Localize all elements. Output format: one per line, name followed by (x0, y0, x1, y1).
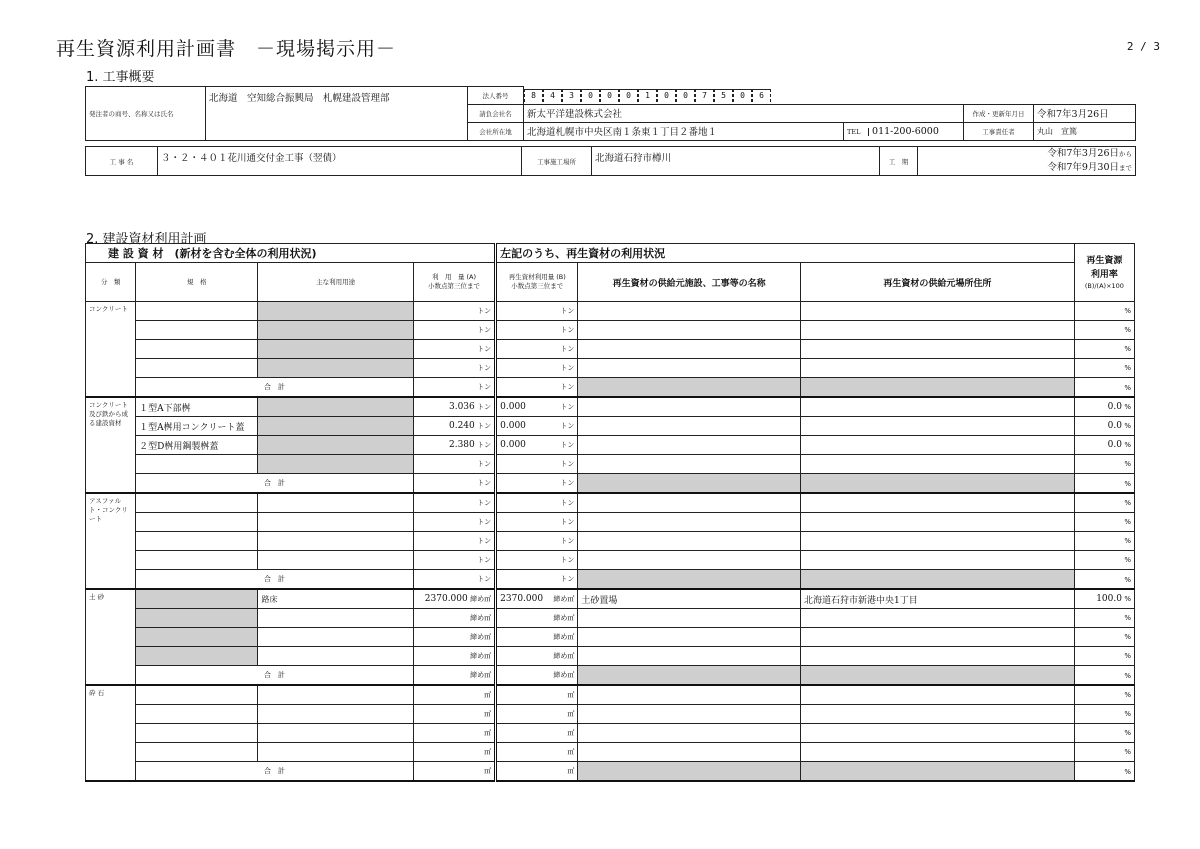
corp-no-digit: 3 (562, 89, 581, 102)
unit-a: トン (477, 403, 492, 411)
plan-row (86, 436, 1135, 455)
unit-a: トン (477, 364, 492, 372)
use-cell (258, 436, 413, 455)
source-addr-cell (800, 359, 1074, 378)
corp-no-digit: 0 (657, 89, 676, 102)
rate-value: 0.0 (1107, 402, 1122, 412)
spec-cell (136, 609, 258, 628)
unit-b: 締め㎥ (553, 633, 575, 641)
corp-no-digit: 1 (638, 89, 657, 102)
corp-no-digits (524, 89, 1136, 101)
unit-a: トン (477, 460, 492, 468)
col-use: 主な利用用途 (258, 263, 413, 302)
source-cell (578, 532, 801, 551)
spec-cell (136, 724, 258, 743)
source-addr-cell (800, 532, 1074, 551)
pct-unit: % (1124, 345, 1131, 353)
source-addr-cell (800, 743, 1074, 762)
spec-cell (136, 589, 258, 609)
section-1-heading: 1. 工事概要 (86, 70, 155, 85)
unit-a: トン (477, 518, 492, 526)
unit-a: ㎥ (484, 748, 492, 756)
unit-b: トン (560, 403, 575, 411)
amount-a: 3.036 (448, 402, 475, 412)
corp-no-digit: 0 (676, 89, 695, 102)
corp-no-digit: 0 (600, 89, 619, 102)
plan-row (86, 359, 1135, 378)
amount-b: 2370.000 (500, 594, 544, 604)
source-addr-cell (800, 417, 1074, 436)
pct-unit: % (1124, 767, 1131, 776)
subtotal-source-gray (578, 474, 801, 494)
subtotal-row (86, 666, 1135, 686)
unit-b: トン (560, 383, 575, 391)
period-label: 工 期 (880, 147, 918, 176)
use-cell (258, 647, 413, 666)
source-addr-cell (800, 397, 1074, 417)
plan-row (86, 397, 1135, 417)
source-cell (578, 436, 801, 455)
category-label: 砕 石 (86, 685, 136, 781)
use-cell (258, 417, 413, 436)
plan-row (86, 743, 1135, 762)
spec-cell (136, 705, 258, 724)
subtotal-source-gray (578, 666, 801, 686)
plan-row (86, 340, 1135, 359)
spec-cell (136, 685, 258, 705)
pct-unit: % (1124, 652, 1131, 660)
work-table (85, 146, 1136, 176)
pct-unit: % (1124, 748, 1131, 756)
source-cell (578, 647, 801, 666)
created-label: 作成・更新年月日 (964, 104, 1034, 122)
subtotal-row (86, 570, 1135, 590)
spec-cell (136, 628, 258, 647)
created-value: 令和7年3月26日 (1034, 104, 1136, 122)
period-to: 令和7年9月30日 (1047, 162, 1119, 173)
col-source: 再生資材の供給元施設、工事等の名称 (578, 263, 801, 302)
source-cell (578, 340, 801, 359)
subtotal-addr-gray (800, 474, 1074, 494)
spec-cell (136, 321, 258, 340)
subtotal-row (86, 762, 1135, 782)
group-right-header: 左記のうち、再生資材の利用状況 (496, 244, 1075, 263)
subtotal-label: 合 計 (136, 666, 414, 686)
spec-cell: ２型D桝用鋼製桝蓋 (136, 436, 258, 455)
manager-value: 丸山 宣篤 (1034, 122, 1136, 140)
source-addr-cell (800, 628, 1074, 647)
unit-a: ㎥ (484, 729, 492, 737)
pct-unit: % (1124, 364, 1131, 372)
subtotal-label: 合 計 (136, 378, 414, 398)
unit-b: トン (560, 537, 575, 545)
corp-no-digit: 7 (695, 89, 714, 102)
source-addr-cell (800, 493, 1074, 513)
source-addr-cell (800, 513, 1074, 532)
unit-b: トン (560, 441, 575, 449)
tel-value: 011-200-6000 (872, 125, 939, 137)
tel-label: TEL (844, 128, 869, 136)
use-cell: 路床 (258, 589, 413, 609)
source-cell (578, 705, 801, 724)
corp-no-digit: 0 (581, 89, 600, 102)
source-cell (578, 551, 801, 570)
pct-unit: % (1124, 671, 1131, 680)
pct-unit: % (1124, 710, 1131, 718)
pct-unit: % (1124, 691, 1131, 699)
unit-b: トン (560, 345, 575, 353)
plan-table (85, 243, 1135, 782)
rate-value: 0.0 (1107, 440, 1122, 450)
source-addr-cell (800, 551, 1074, 570)
period-from: 令和7年3月26日 (1047, 148, 1119, 159)
contractor-value: 新太平洋建設株式会社 (524, 104, 964, 122)
address-value: 北海道札幌市中央区南１条東１丁目２番地１ (524, 122, 844, 140)
use-cell (258, 321, 413, 340)
col-amount-a-sub: 小数点第三位まで (428, 282, 480, 290)
category-label: 土 砂 (86, 589, 136, 685)
plan-row (86, 417, 1135, 436)
group-left-header: 建 設 資 材 (新材を含む全体の利用状況) (86, 244, 496, 263)
pct-unit: % (1124, 595, 1131, 603)
use-cell (258, 551, 413, 570)
use-cell (258, 493, 413, 513)
contractor-label: 請負会社名 (468, 104, 524, 122)
category-label: アスファルト・コンクリート (86, 493, 136, 589)
subtotal-row (86, 474, 1135, 494)
unit-a: トン (477, 556, 492, 564)
col-amount-b-sub: 小数点第三位まで (511, 282, 564, 290)
use-cell (258, 532, 413, 551)
subtotal-label: 合 計 (136, 474, 414, 494)
source-addr-cell (800, 321, 1074, 340)
source-addr-cell: 北海道石狩市新港中央1丁目 (800, 589, 1074, 609)
rate-sub: (B)/(A)×100 (1084, 282, 1124, 290)
unit-a: 締め㎥ (470, 595, 492, 603)
spec-cell (136, 513, 258, 532)
col-source-addr: 再生資材の供給元場所住所 (800, 263, 1074, 302)
use-cell (258, 705, 413, 724)
source-cell (578, 685, 801, 705)
unit-b: ㎥ (567, 729, 575, 737)
spec-cell: １型A下部桝 (136, 397, 258, 417)
source-addr-cell (800, 302, 1074, 321)
pct-unit: % (1124, 556, 1131, 564)
spec-cell (136, 302, 258, 321)
section-2-heading: 2. 建設資材利用計画 (86, 232, 207, 247)
subtotal-addr-gray (800, 570, 1074, 590)
unit-b: トン (560, 364, 575, 372)
unit-b: トン (560, 422, 575, 430)
unit-a: トン (477, 326, 492, 334)
unit-b: ㎥ (567, 748, 575, 756)
orderer-label: 発注者の商号、名称又は氏名 (86, 87, 206, 141)
plan-row (86, 302, 1135, 321)
source-cell (578, 359, 801, 378)
unit-b: トン (560, 575, 575, 583)
subtotal-source-gray (578, 378, 801, 398)
spec-cell (136, 359, 258, 378)
spec-cell (136, 647, 258, 666)
category-label: コンクリート及び鉄から成る建設資材 (86, 397, 136, 493)
category-label: コンクリート (86, 302, 136, 398)
pct-unit: % (1124, 499, 1131, 507)
amount-b: 0.000 (500, 440, 526, 450)
page-title: 再生資源利用計画書 －現場掲示用－ (56, 38, 397, 60)
subtotal-addr-gray (800, 378, 1074, 398)
period-to-suffix: まで (1119, 164, 1132, 172)
subtotal-row (86, 378, 1135, 398)
site-value: 北海道石狩市樽川 (592, 147, 880, 176)
unit-a: トン (477, 422, 492, 430)
rate-title-2: 利用率 (1090, 270, 1118, 280)
unit-a: ㎥ (484, 767, 492, 775)
pct-unit: % (1124, 460, 1131, 468)
source-cell (578, 609, 801, 628)
use-cell (258, 340, 413, 359)
source-cell (578, 321, 801, 340)
rate-value: 0.0 (1107, 421, 1122, 431)
amount-a: 0.240 (448, 421, 475, 431)
plan-row (86, 647, 1135, 666)
pct-unit: % (1124, 422, 1131, 430)
unit-b: 締め㎥ (553, 595, 575, 603)
use-cell (258, 724, 413, 743)
corp-no-digit: 0 (733, 89, 752, 102)
unit-a: トン (477, 383, 492, 391)
subtotal-source-gray (578, 762, 801, 782)
source-addr-cell (800, 705, 1074, 724)
spec-cell (136, 455, 258, 474)
unit-b: ㎥ (567, 691, 575, 699)
use-cell (258, 743, 413, 762)
use-cell (258, 685, 413, 705)
spec-cell (136, 493, 258, 513)
work-name-value: ３・２・４０１花川通交付金工事（翌債） (158, 147, 522, 176)
work-name-label: 工 事 名 (86, 147, 158, 176)
page-number: 2 / 3 (1126, 40, 1160, 53)
corp-no-digit: 6 (752, 89, 771, 102)
unit-b: トン (560, 518, 575, 526)
plan-row (86, 321, 1135, 340)
source-cell (578, 724, 801, 743)
unit-a: トン (477, 307, 492, 315)
manager-label: 工事責任者 (964, 122, 1034, 140)
overview-table (85, 86, 1136, 141)
unit-a: ㎥ (484, 710, 492, 718)
rate-value: 100.0 (1096, 594, 1122, 604)
unit-a: 締め㎥ (470, 614, 492, 622)
plan-row (86, 551, 1135, 570)
spec-cell (136, 532, 258, 551)
unit-b: トン (560, 499, 575, 507)
spec-cell (136, 340, 258, 359)
unit-a: ㎥ (484, 691, 492, 699)
plan-row (86, 455, 1135, 474)
amount-a: 2370.000 (424, 594, 468, 604)
unit-a: トン (477, 575, 492, 583)
pct-unit: % (1124, 441, 1131, 449)
source-addr-cell (800, 724, 1074, 743)
pct-unit: % (1124, 307, 1131, 315)
rate-title-1: 再生資源 (1086, 256, 1123, 266)
use-cell (258, 513, 413, 532)
unit-a: トン (477, 537, 492, 545)
subtotal-source-gray (578, 570, 801, 590)
source-addr-cell (800, 340, 1074, 359)
use-cell (258, 628, 413, 647)
unit-a: トン (477, 499, 492, 507)
pct-unit: % (1124, 633, 1131, 641)
use-cell (258, 302, 413, 321)
unit-b: トン (560, 479, 575, 487)
period-from-suffix: から (1119, 150, 1132, 158)
amount-b: 0.000 (500, 421, 526, 431)
source-cell (578, 397, 801, 417)
use-cell (258, 609, 413, 628)
unit-a: 締め㎥ (470, 652, 492, 660)
source-cell: 土砂置場 (578, 589, 801, 609)
corp-no-digit: 8 (524, 89, 543, 102)
unit-b: 締め㎥ (553, 614, 575, 622)
unit-b: トン (560, 556, 575, 564)
unit-a: トン (477, 345, 492, 353)
subtotal-addr-gray (800, 762, 1074, 782)
source-cell (578, 493, 801, 513)
plan-row (86, 705, 1135, 724)
use-cell (258, 359, 413, 378)
use-cell (258, 397, 413, 417)
pct-unit: % (1124, 518, 1131, 526)
unit-b: ㎥ (567, 710, 575, 718)
col-amount-a: 利 用 量 (A) (431, 273, 477, 281)
pct-unit: % (1124, 403, 1131, 411)
pct-unit: % (1124, 383, 1131, 392)
corp-no-digit: 4 (543, 89, 562, 102)
source-addr-cell (800, 455, 1074, 474)
source-addr-cell (800, 685, 1074, 705)
source-addr-cell (800, 609, 1074, 628)
plan-row (86, 513, 1135, 532)
source-addr-cell (800, 436, 1074, 455)
spec-cell: １型A桝用コンクリート蓋 (136, 417, 258, 436)
spec-cell (136, 743, 258, 762)
unit-a: トン (477, 441, 492, 449)
unit-b: トン (560, 307, 575, 315)
plan-row (86, 493, 1135, 513)
pct-unit: % (1124, 614, 1131, 622)
plan-row (86, 685, 1135, 705)
unit-b: ㎥ (567, 767, 575, 775)
unit-b: 締め㎥ (553, 671, 575, 679)
subtotal-addr-gray (800, 666, 1074, 686)
unit-a: トン (477, 479, 492, 487)
plan-row (86, 589, 1135, 609)
source-cell (578, 455, 801, 474)
use-cell (258, 455, 413, 474)
corp-no-cell (524, 87, 1136, 105)
pct-unit: % (1124, 575, 1131, 584)
corp-no-digit: 0 (619, 89, 638, 102)
source-cell (578, 302, 801, 321)
pct-unit: % (1124, 479, 1131, 488)
pct-unit: % (1124, 326, 1131, 334)
unit-a: 締め㎥ (470, 633, 492, 641)
corp-no-digit: 5 (714, 89, 733, 102)
pct-unit: % (1124, 729, 1131, 737)
subtotal-label: 合 計 (136, 570, 414, 590)
unit-a: 締め㎥ (470, 671, 492, 679)
plan-row (86, 628, 1135, 647)
plan-row (86, 532, 1135, 551)
col-spec: 規 格 (136, 263, 258, 302)
source-cell (578, 417, 801, 436)
source-cell (578, 513, 801, 532)
pct-unit: % (1124, 537, 1131, 545)
source-cell (578, 743, 801, 762)
plan-row (86, 724, 1135, 743)
site-label: 工事施工場所 (522, 147, 592, 176)
amount-b: 0.000 (500, 402, 526, 412)
orderer-value: 北海道 空知総合振興局 札幌建設管理部 (206, 87, 468, 141)
col-kind: 分 類 (86, 263, 136, 302)
subtotal-label: 合 計 (136, 762, 414, 782)
col-amount-b: 再生資材利用量 (B) (508, 273, 566, 281)
spec-cell (136, 551, 258, 570)
source-addr-cell (800, 647, 1074, 666)
unit-b: トン (560, 460, 575, 468)
corp-no-label: 法人番号 (468, 87, 524, 105)
source-cell (578, 628, 801, 647)
amount-a: 2.380 (448, 440, 475, 450)
unit-b: トン (560, 326, 575, 334)
plan-row (86, 609, 1135, 628)
unit-b: 締め㎥ (553, 652, 575, 660)
address-label: 会社所在地 (468, 122, 524, 140)
